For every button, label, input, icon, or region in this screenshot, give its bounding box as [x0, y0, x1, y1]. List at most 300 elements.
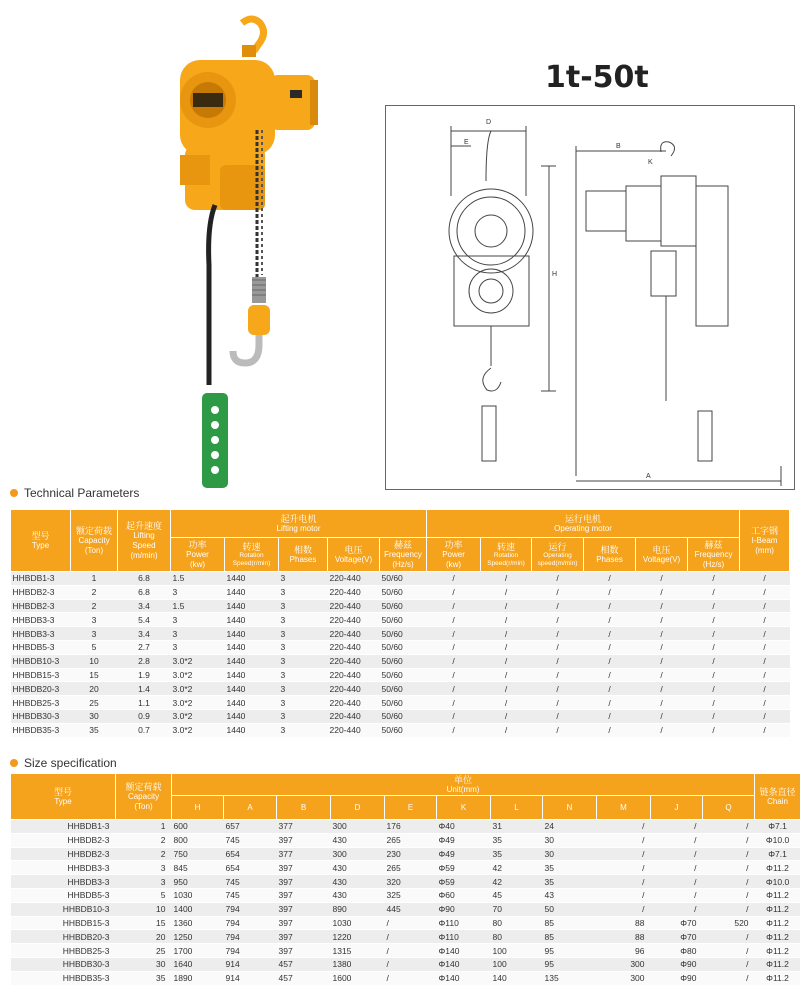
table-cell: 1030: [331, 916, 385, 930]
table-cell: /: [532, 723, 584, 737]
table-cell: /: [651, 902, 703, 916]
table-cell: Φ90: [651, 971, 703, 985]
table-cell: HHBDB10-3: [11, 654, 71, 668]
table-cell: 320: [385, 875, 437, 889]
table-cell: /: [651, 861, 703, 875]
table-cell: 1380: [331, 957, 385, 971]
header-rotation: 转速 Rotation Speed(r/min): [225, 538, 279, 572]
table-cell: /: [636, 627, 688, 641]
table-cell: Φ49: [437, 833, 491, 847]
table-cell: /: [481, 640, 532, 654]
table-cell: 794: [224, 916, 277, 930]
table-cell: 397: [277, 930, 331, 944]
section-heading-technical: Technical Parameters: [10, 486, 139, 500]
table-cell: HHBDB1-3: [11, 820, 116, 834]
table-cell: 220-440: [328, 682, 380, 696]
table-cell: /: [597, 833, 651, 847]
table-cell: 1440: [225, 723, 279, 737]
table-cell: 1440: [225, 682, 279, 696]
dimension-label: B: [616, 143, 621, 150]
table-cell: 220-440: [328, 723, 380, 737]
table-cell: /: [740, 572, 790, 586]
table-cell: /: [688, 654, 740, 668]
header-op-power: 功率 Power (kw): [427, 538, 481, 572]
header-dim-e: E: [385, 796, 437, 820]
header-lifting-motor: 起升电机 Lifting motor: [171, 510, 427, 538]
table-cell: /: [688, 613, 740, 627]
table-cell: 397: [277, 875, 331, 889]
table-cell: 20: [71, 682, 118, 696]
table-cell: Φ110: [437, 916, 491, 930]
table-cell: /: [703, 861, 755, 875]
table-row: [11, 668, 790, 682]
table-cell: HHBDB25-3: [11, 944, 116, 958]
table-cell: HHBDB20-3: [11, 682, 71, 696]
table-cell: 750: [172, 847, 224, 861]
table-cell: 794: [224, 902, 277, 916]
table-cell: 1315: [331, 944, 385, 958]
table-cell: 0.7: [118, 723, 171, 737]
table-cell: 15: [116, 916, 172, 930]
table-cell: /: [532, 696, 584, 710]
table-row: [11, 627, 790, 641]
header-power: 功率 Power (kw): [171, 538, 225, 572]
table-row: [11, 709, 790, 723]
table-cell: 1440: [225, 709, 279, 723]
table-cell: 654: [224, 847, 277, 861]
table-cell: 265: [385, 833, 437, 847]
table-cell: Φ59: [437, 861, 491, 875]
table-cell: 300: [597, 971, 651, 985]
table-cell: 35: [491, 833, 543, 847]
table-row: [11, 888, 800, 902]
table-cell: 135: [543, 971, 597, 985]
table-cell: HHBDB2-3: [11, 599, 71, 613]
header-op-rotation: 转速 Rotation Speed(r/min): [481, 538, 532, 572]
table-cell: /: [636, 585, 688, 599]
table-row: [11, 971, 800, 985]
table-cell: /: [597, 861, 651, 875]
table-cell: 950: [172, 875, 224, 889]
table-cell: 50/60: [380, 709, 427, 723]
capacity-headline: 1t-50t: [545, 60, 649, 95]
dimension-label: K: [648, 159, 653, 166]
table-cell: /: [703, 847, 755, 861]
table-cell: /: [636, 668, 688, 682]
table-cell: /: [688, 723, 740, 737]
table-cell: 1220: [331, 930, 385, 944]
table-cell: /: [584, 709, 636, 723]
table-cell: /: [688, 696, 740, 710]
table-cell: /: [532, 599, 584, 613]
table-cell: /: [584, 599, 636, 613]
table-cell: Φ80: [651, 944, 703, 958]
table-cell: /: [385, 971, 437, 985]
table-cell: /: [688, 585, 740, 599]
table-cell: Φ40: [437, 820, 491, 834]
table-cell: /: [740, 627, 790, 641]
table-cell: 25: [116, 944, 172, 958]
table-cell: /: [636, 572, 688, 586]
table-cell: /: [636, 696, 688, 710]
table-cell: 1440: [225, 613, 279, 627]
header-frequency: 赫兹 Frequency (Hz/s): [380, 538, 427, 572]
table-cell: Φ70: [651, 916, 703, 930]
table-row: [11, 847, 800, 861]
table-cell: /: [481, 599, 532, 613]
table-cell: Φ110: [437, 930, 491, 944]
table-row: [11, 861, 800, 875]
table-cell: 2: [116, 847, 172, 861]
table-cell: 50/60: [380, 723, 427, 737]
header-dim-h: H: [172, 796, 224, 820]
table-cell: 220-440: [328, 696, 380, 710]
table-cell: /: [427, 654, 481, 668]
table-cell: 220-440: [328, 654, 380, 668]
table-cell: 430: [331, 833, 385, 847]
table-cell: 3: [279, 613, 328, 627]
table-cell: /: [584, 627, 636, 641]
table-cell: HHBDB20-3: [11, 930, 116, 944]
table-cell: 1.1: [118, 696, 171, 710]
table-cell: /: [427, 723, 481, 737]
table-cell: /: [740, 723, 790, 737]
header-chain: 链条直径 Chain: [755, 774, 800, 820]
table-cell: 230: [385, 847, 437, 861]
table-cell: 220-440: [328, 668, 380, 682]
table-cell: 220-440: [328, 572, 380, 586]
table-cell: /: [427, 640, 481, 654]
header-type: 型号 Type: [11, 774, 116, 820]
table-cell: 50: [543, 902, 597, 916]
table-cell: /: [532, 709, 584, 723]
table-cell: /: [688, 599, 740, 613]
table-cell: /: [385, 916, 437, 930]
table-cell: /: [427, 585, 481, 599]
table-cell: HHBDB2-3: [11, 847, 116, 861]
table-cell: 100: [491, 957, 543, 971]
header-type: 型号 Type: [11, 510, 71, 572]
table-cell: Φ11.2: [755, 971, 800, 985]
table-cell: HHBDB30-3: [11, 957, 116, 971]
table-cell: 1440: [225, 585, 279, 599]
header-op-speed: 运行 Operating speed(m/min): [532, 538, 584, 572]
table-cell: Φ11.2: [755, 930, 800, 944]
header-operating-motor: 运行电机 Operating motor: [427, 510, 740, 538]
bullet-dot-icon: [10, 489, 18, 497]
table-cell: 1440: [225, 668, 279, 682]
table-cell: 35: [116, 971, 172, 985]
table-cell: 430: [331, 875, 385, 889]
table-cell: Φ10.0: [755, 875, 800, 889]
table-cell: 1.5: [171, 599, 225, 613]
header-lifting-speed: 起升速度 Lifting Speed (m/min): [118, 510, 171, 572]
table-cell: 1440: [225, 654, 279, 668]
table-cell: /: [651, 833, 703, 847]
table-cell: 325: [385, 888, 437, 902]
table-cell: /: [703, 875, 755, 889]
table-cell: 397: [277, 902, 331, 916]
table-row: [11, 944, 800, 958]
table-cell: Φ140: [437, 957, 491, 971]
table-cell: 3.0*2: [171, 682, 225, 696]
table-cell: /: [481, 709, 532, 723]
table-cell: 30: [71, 709, 118, 723]
table-cell: /: [688, 627, 740, 641]
table-cell: 3.0*2: [171, 723, 225, 737]
table-cell: Φ140: [437, 944, 491, 958]
table-cell: Φ11.2: [755, 957, 800, 971]
table-cell: 1: [71, 572, 118, 586]
table-cell: 3.0*2: [171, 654, 225, 668]
dimension-label: D: [486, 119, 492, 126]
table-cell: 800: [172, 833, 224, 847]
table-cell: 3: [71, 613, 118, 627]
table-cell: /: [703, 930, 755, 944]
table-cell: 220-440: [328, 613, 380, 627]
table-cell: 397: [277, 916, 331, 930]
table-cell: /: [651, 820, 703, 834]
table-cell: 3: [279, 585, 328, 599]
technical-parameters-table: [10, 509, 790, 738]
table-cell: 1.9: [118, 668, 171, 682]
size-specification-table: [10, 773, 800, 986]
table-cell: /: [740, 585, 790, 599]
table-cell: 1700: [172, 944, 224, 958]
table-row: [11, 585, 790, 599]
table-cell: /: [740, 668, 790, 682]
table-cell: /: [584, 640, 636, 654]
table-cell: Φ70: [651, 930, 703, 944]
table-cell: /: [584, 682, 636, 696]
table-cell: Φ49: [437, 847, 491, 861]
table-cell: 914: [224, 971, 277, 985]
table-cell: /: [584, 613, 636, 627]
table-cell: 5.4: [118, 613, 171, 627]
table-cell: 654: [224, 861, 277, 875]
table-cell: 1890: [172, 971, 224, 985]
header-i-beam: 工字钢 I-Beam (mm): [740, 510, 790, 572]
table-cell: HHBDB35-3: [11, 971, 116, 985]
table-cell: /: [636, 654, 688, 668]
table-cell: 80: [491, 930, 543, 944]
table-cell: 35: [543, 861, 597, 875]
table-cell: /: [532, 640, 584, 654]
table-cell: HHBDB10-3: [11, 902, 116, 916]
table-cell: Φ90: [437, 902, 491, 916]
table-cell: 745: [224, 888, 277, 902]
table-cell: 3.4: [118, 627, 171, 641]
table-cell: 35: [543, 875, 597, 889]
table-cell: 2: [116, 833, 172, 847]
table-cell: /: [597, 820, 651, 834]
dimension-label: H: [552, 271, 558, 278]
header-unit: 单位 Unit(mm): [172, 774, 755, 796]
table-cell: 95: [543, 957, 597, 971]
table-cell: 3: [279, 599, 328, 613]
table-cell: 457: [277, 957, 331, 971]
table-cell: 50/60: [380, 682, 427, 696]
table-cell: Φ7.1: [755, 820, 800, 834]
table-cell: /: [427, 572, 481, 586]
table-cell: /: [427, 682, 481, 696]
table-cell: 1400: [172, 902, 224, 916]
table-cell: 5: [116, 888, 172, 902]
header-dim-l: L: [491, 796, 543, 820]
table-row: [11, 902, 800, 916]
table-cell: HHBDB3-3: [11, 613, 71, 627]
table-row: [11, 820, 800, 834]
table-cell: 6.8: [118, 572, 171, 586]
table-cell: 430: [331, 861, 385, 875]
table-cell: /: [427, 709, 481, 723]
table-cell: 377: [277, 820, 331, 834]
table-cell: Φ60: [437, 888, 491, 902]
table-cell: 377: [277, 847, 331, 861]
table-row: [11, 682, 790, 696]
table-cell: 1440: [225, 696, 279, 710]
table-cell: /: [651, 888, 703, 902]
section-heading-size: Size specification: [10, 756, 117, 770]
header-capacity: 额定荷载 Capacity (Ton): [71, 510, 118, 572]
table-cell: 70: [491, 902, 543, 916]
table-cell: /: [688, 668, 740, 682]
table-cell: HHBDB5-3: [11, 888, 116, 902]
table-cell: /: [740, 709, 790, 723]
table-cell: 50/60: [380, 613, 427, 627]
table-cell: 794: [224, 944, 277, 958]
table-cell: /: [740, 640, 790, 654]
table-cell: /: [703, 888, 755, 902]
table-cell: /: [427, 599, 481, 613]
table-cell: 30: [543, 833, 597, 847]
table-cell: /: [740, 599, 790, 613]
electric-chain-hoist-icon: [160, 15, 370, 495]
header-capacity: 额定荷载 Capacity (Ton): [116, 774, 172, 820]
table-cell: /: [597, 847, 651, 861]
table-cell: 20: [116, 930, 172, 944]
table-cell: 1440: [225, 572, 279, 586]
table-row: [11, 930, 800, 944]
table-cell: 3: [279, 654, 328, 668]
table-row: [11, 640, 790, 654]
table-cell: /: [532, 613, 584, 627]
table-cell: /: [481, 627, 532, 641]
table-cell: 3: [171, 627, 225, 641]
table-cell: /: [385, 930, 437, 944]
table-cell: 2.8: [118, 654, 171, 668]
table-cell: 31: [491, 820, 543, 834]
header-dim-m: M: [597, 796, 651, 820]
table-cell: /: [481, 682, 532, 696]
table-row: [11, 957, 800, 971]
table-cell: 1.5: [171, 572, 225, 586]
table-cell: Φ11.2: [755, 861, 800, 875]
table-cell: 10: [116, 902, 172, 916]
table-cell: 50/60: [380, 599, 427, 613]
table-cell: 3: [279, 682, 328, 696]
table-cell: 914: [224, 957, 277, 971]
table-cell: 794: [224, 930, 277, 944]
table-cell: /: [740, 613, 790, 627]
table-cell: 45: [491, 888, 543, 902]
table-row: [11, 916, 800, 930]
header-voltage: 电压 Voltage(V): [328, 538, 380, 572]
table-cell: 397: [277, 944, 331, 958]
table-cell: 43: [543, 888, 597, 902]
table-cell: /: [481, 723, 532, 737]
table-row: [11, 723, 790, 737]
table-cell: 85: [543, 930, 597, 944]
table-cell: /: [597, 888, 651, 902]
table-cell: /: [584, 696, 636, 710]
table-cell: /: [385, 957, 437, 971]
table-cell: /: [636, 709, 688, 723]
dimension-label: A: [646, 473, 651, 480]
table-cell: 3: [171, 585, 225, 599]
table-cell: /: [636, 599, 688, 613]
table-cell: /: [584, 668, 636, 682]
header-dim-a: A: [224, 796, 277, 820]
table-cell: Φ11.2: [755, 888, 800, 902]
table-cell: 1360: [172, 916, 224, 930]
table-cell: /: [427, 668, 481, 682]
table-cell: 3: [279, 572, 328, 586]
table-cell: 88: [597, 930, 651, 944]
table-cell: 24: [543, 820, 597, 834]
table-cell: 95: [543, 944, 597, 958]
table-cell: 397: [277, 888, 331, 902]
table-cell: 890: [331, 902, 385, 916]
table-cell: 1640: [172, 957, 224, 971]
table-cell: /: [636, 682, 688, 696]
table-cell: /: [636, 613, 688, 627]
table-cell: 1440: [225, 599, 279, 613]
table-cell: 3.4: [118, 599, 171, 613]
table-cell: /: [481, 696, 532, 710]
table-cell: 1440: [225, 627, 279, 641]
table-cell: 30: [116, 957, 172, 971]
table-cell: /: [688, 682, 740, 696]
table-cell: 845: [172, 861, 224, 875]
table-cell: 600: [172, 820, 224, 834]
table-cell: 300: [331, 820, 385, 834]
table-cell: 3: [279, 696, 328, 710]
table-cell: /: [597, 875, 651, 889]
table-cell: /: [688, 640, 740, 654]
table-cell: HHBDB2-3: [11, 585, 71, 599]
table-cell: HHBDB35-3: [11, 723, 71, 737]
table-cell: 50/60: [380, 585, 427, 599]
table-cell: 745: [224, 833, 277, 847]
hoist-product-image: [160, 15, 370, 495]
table-cell: /: [688, 572, 740, 586]
table-cell: /: [703, 957, 755, 971]
table-cell: /: [481, 654, 532, 668]
table-cell: HHBDB3-3: [11, 875, 116, 889]
table-cell: /: [532, 627, 584, 641]
table-cell: 220-440: [328, 640, 380, 654]
table-cell: HHBDB1-3: [11, 572, 71, 586]
table-cell: 5: [71, 640, 118, 654]
bullet-dot-icon: [10, 759, 18, 767]
table-cell: /: [532, 585, 584, 599]
table-cell: HHBDB3-3: [11, 861, 116, 875]
table-cell: 35: [491, 847, 543, 861]
table-cell: 42: [491, 875, 543, 889]
table-cell: /: [703, 902, 755, 916]
table-cell: 50/60: [380, 696, 427, 710]
